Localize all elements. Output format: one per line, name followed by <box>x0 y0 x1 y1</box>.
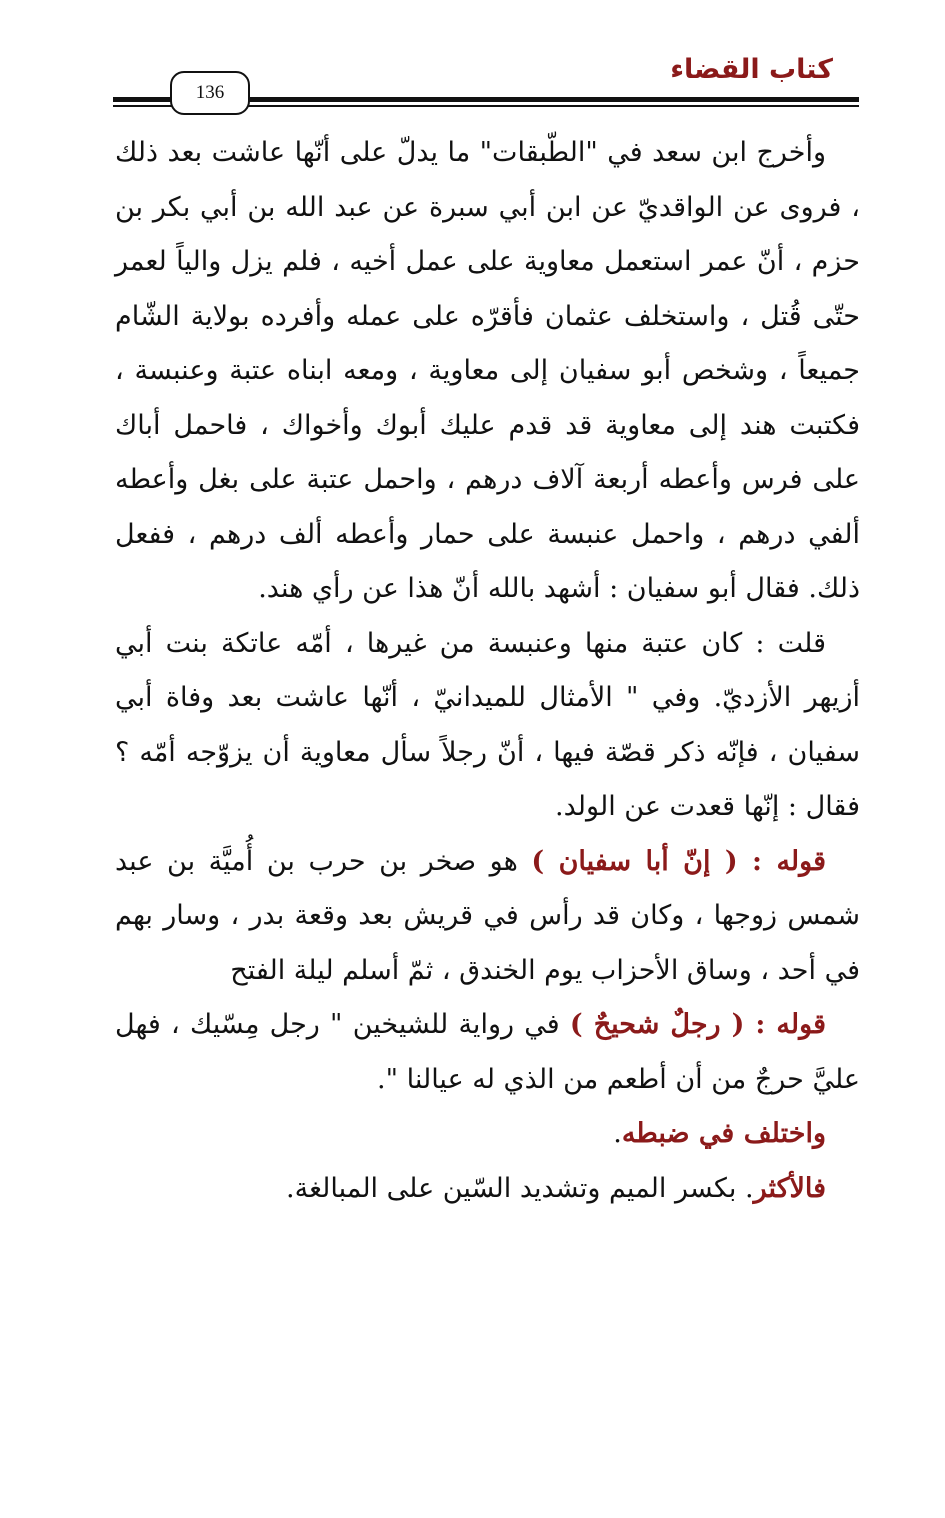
paragraph <box>115 1162 860 1217</box>
paragraph <box>115 835 860 999</box>
paragraph <box>115 998 860 1107</box>
paragraph-text: . بكسر الميم وتشديد السّين على المبالغة. <box>286 1172 754 1204</box>
paragraph-text: . <box>613 1118 622 1149</box>
paragraph <box>115 126 860 617</box>
paragraph <box>115 1107 860 1162</box>
paragraph <box>115 617 860 835</box>
paragraph-text: هو صخر بن حرب بن أُميَّة بن عبد شمس زوجها ، وكان قد رأس في قريش بعد وقعة بدر ، وسار بهم في أحد ، وساق الأحزاب يوم الخندق ، ثمّ أسلم ليلة الفتح <box>115 845 860 986</box>
page-body <box>115 126 860 1216</box>
paragraph-text: قلت : كان عتبة منها وعنبسة من غيرها ، أمّه عاتكة بنت أبي أزيهر الأزديّ. وفي " الأمثال للميدانيّ ، أنّها عاشت بعد وفاة أبي سفيان ، فإنّه ذكر قصّة فيها ، أنّ رجلاً سأل معاوية أن يزوّجه أمّه ؟ فقال : إنّها قعدت عن الولد. <box>115 627 860 822</box>
paragraph-text: في رواية للشيخين " رجل مِسّيك ، فهل عليَّ حرجٌ من أن أطعم من الذي له عيالنا ". <box>115 1009 860 1095</box>
commentary-label: واختلف في ضبطه <box>621 1118 826 1149</box>
page-number: 136 <box>170 71 250 115</box>
commentary-label: قوله : ( إنّ أبا سفيان ) <box>531 845 826 877</box>
commentary-label: قوله : ( رجلٌ شحيحٌ ) <box>569 1009 826 1040</box>
commentary-label: فالأكثر <box>753 1172 826 1204</box>
page-header <box>0 0 945 120</box>
paragraph-text: وأخرج ابن سعد في "الطّبقات" ما يدلّ على أنّها عاشت بعد ذلك ، فروى عن الواقديّ عن ابن أبي سبرة عن عبد الله بن أبي بكر بن حزم ، أنّ عمر استعمل معاوية على عمل أخيه ، فلم يزل والياً لعمر حتّى قُتل ، واستخلف عثمان فأقرّه على عمله وأفرده بولاية الشّام جميعاً ، وشخص أبو سفيان إلى معاوية ، ومعه ابناه عتبة وعنبسة ، فكتبت هند إلى معاوية قد قدم عليك أبوك وأخواك ، فاحمل أباك على فرس وأعطه أربعة آلاف درهم ، واحمل عتبة على بغل وأعطه ألفي درهم ، واحمل عنبسة على حمار وأعطه ألف درهم ، ففعل ذلك. فقال أبو سفيان : أشهد بالله أنّ هذا عن رأي هند. <box>115 137 860 604</box>
book-title: كتاب القضاء <box>670 54 833 85</box>
